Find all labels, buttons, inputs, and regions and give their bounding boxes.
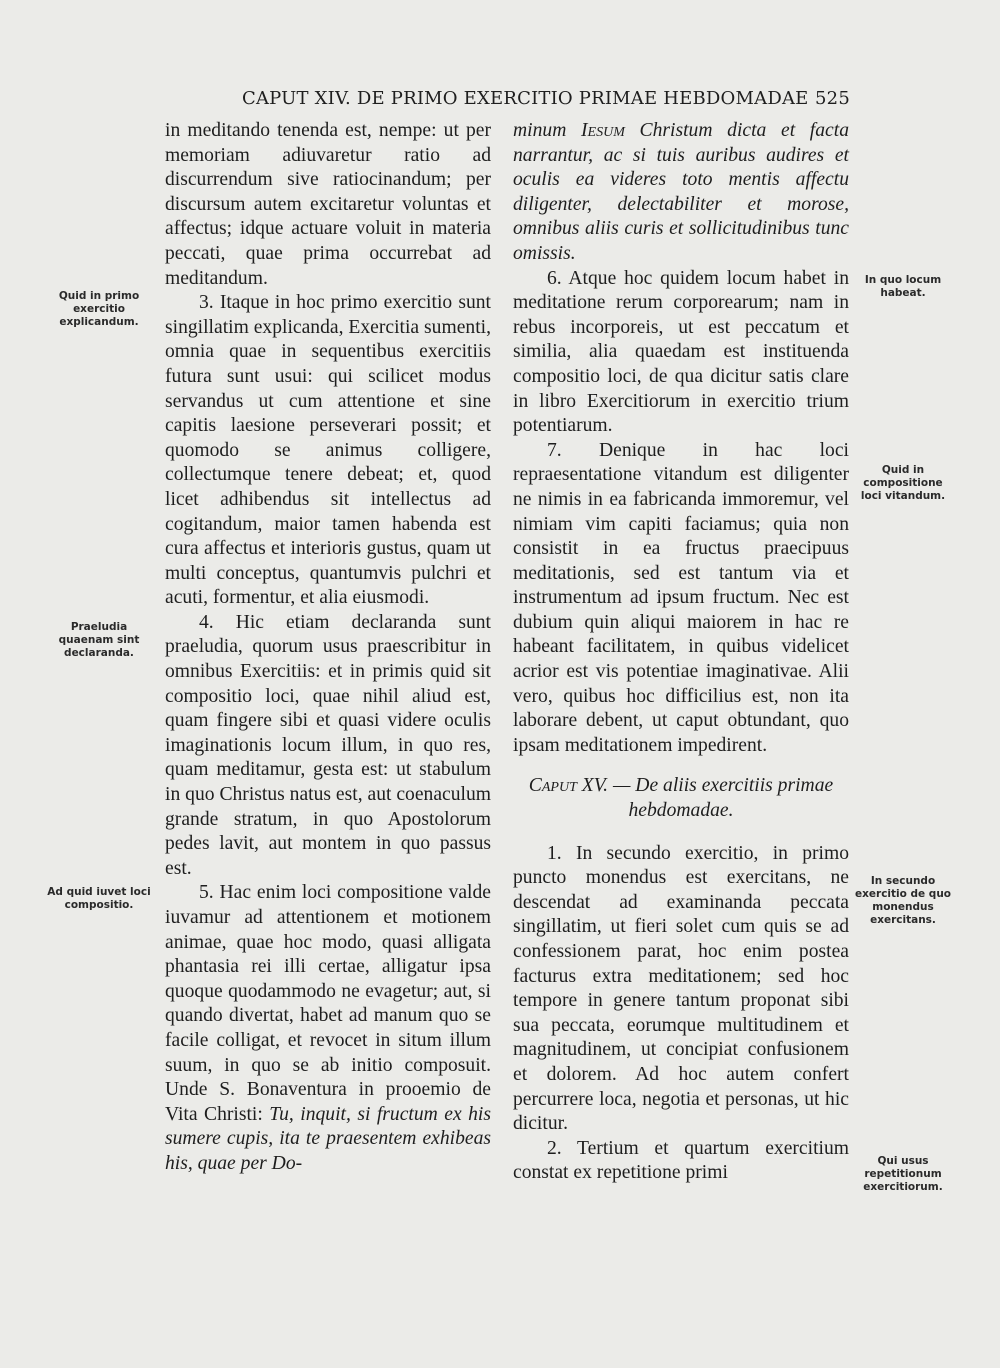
paragraph-6: 6. Atque hoc quidem locum habet in meditatione rerum corporearum; nam in rebus incorporeis, ut est peccatum et similia, alia quaedam est instituenda compositio loci, de qua dicitur satis clare in libro Exercitiorum in exercitio trium potentiarum. [513,267,849,437]
paragraph-xv-1: 1. In secundo exercitio, in primo puncto monendus est exercitans, ne descendat ad examinanda peccata singillatim, ut fieri solet cum quis se ad confessionem parat, hoc enim postea facturus extra meditationem; sed hoc tempore in genere tantum proponat sibi sua peccata, eorumque multitudinem et magnitudinem, ut concipiat confusionem et dolorem. Ad hoc autem confert percurrere loca, negotia et personas, ut hic dicitur. [513,842,849,1135]
paragraph-continued: in meditando tenenda est, nempe: ut per memoriam adiuvaretur ratio ad discurrendum sive ratiocinandum; per discursum autem excitaretur voluntas et affectus; idque actuare voluit in materia peccati, quae prima occurrebat ad meditandum. [165,120,491,289]
chapter-xv-heading [513,774,849,823]
page-number: 525 [815,88,850,109]
quote-name-iesum: Iesum [581,120,625,141]
margin-note-left-2: Praeludia quaenam sint declaranda. [58,621,140,659]
bonaventura-quote-end [513,119,849,267]
right-text-column [513,119,849,1186]
paragraph-4: 4. Hic etiam declaranda sunt praeludia, quorum usus praescribitur in omnibus Exercitiis: et in primis quid sit compositio loci, quae nihil aliud est, quam fingere sibi et quasi videre oculis imaginationis locum illum, in quo res, quam meditamur, gesta est: ut stabulum in quo Christus natus est, aut coenaculum grande stratum, in quo Apostolorum pedes lavit, aut montem in quo passus est. [165,611,491,879]
paragraph-3: 3. Itaque in hoc primo exercitio sunt singillatim explicanda, Exercitia sumenti, omnia quae in sequentibus exercitiis futura sunt usui: qui scilicet modus servandus ut cum attentione et sine capitis laesione perseverari possit; et quomodo se animus colligere, collectumque tenere debeat; et, quod licet adhibendus sit intellectus ad cogitandum, maior tamen habenda est cura affectus et interioris gustus, quam ut multi conceptus, quantumvis pulchri et acuti, formentur, et alia eiusmodi. [165,292,491,609]
margin-note-left-1: Quid in primo exercitio explicandum. [58,290,140,328]
paragraph-xv-2: 2. Tertium et quartum exercitium constat ex repetitione primi [513,1137,849,1184]
margin-note-right-1: In quo locum habeat. [864,274,942,299]
caput-label: Caput [528,775,577,797]
margin-note-left-3: Ad quid iuvet loci compositio. [47,886,151,911]
quote-part-a: minum [513,120,582,141]
quote-part-b: Christum dicta et facta narrantur, ac si tuis auribus audires et oculis ea videres toto mentis affectu diligenter, delectabiliter et morose, omnibus aliis curis et sollicitudinibus tunc omissis. [513,120,849,264]
bonaventura-quote-start: Tu, inquit, si fructum ex his sumere cupis, ita te praesentem exhibeas his, quae per Do- [165,1103,491,1174]
caput-xv-title: XV. — De aliis exercitiis primae hebdomadae. [576,775,834,822]
paragraph-5-text: 5. Hac enim loci compositione valde iuvamur ad attentionem et motionem animae, quae hoc modo, quasi alligata phantasia rei illi certae, alligatur ipsa quoque quodammodo ne evagetur; aut, si quando divertat, habet ad manum quo se facile colligat, et revocet in situm illum suum, in quo se ab initio composuit. Unde S. Bonaventura in prooemio de Vita Christi: [165,882,491,1125]
paragraph-7: 7. Denique in hac loci repraesentatione vitandum est diligenter ne nimis in ea fabricanda immoremur, vel nimiam vim capiti faciamus; quia non consistit in ea fructus praecipuus meditationis, sed est tantum via et instrumentum ad ipsum fructum. Nec est dubium quin aliqui maiorem in hac re habeant facilitatem, in quibus videlicet acrior est vis potentiae imaginativae. Alii vero, quibus hoc difficilius est, non ita laborare debent, ut caput obtundant, quo ipsam meditationem impedirent. [513,439,849,756]
chapter-heading: CAPUT XIV. DE PRIMO EXERCITIO PRIMAE HEBDOMADAE [242,88,809,109]
margin-note-right-4: Qui usus repetitionum exercitiorum. [863,1155,943,1193]
paragraph-5 [165,881,491,1176]
left-text-column [165,119,491,1177]
margin-note-right-3: In secundo exercitio de quo monendus exercitans. [855,875,952,926]
margin-note-right-2: Quid in compositione loci vitandum. [860,464,946,502]
